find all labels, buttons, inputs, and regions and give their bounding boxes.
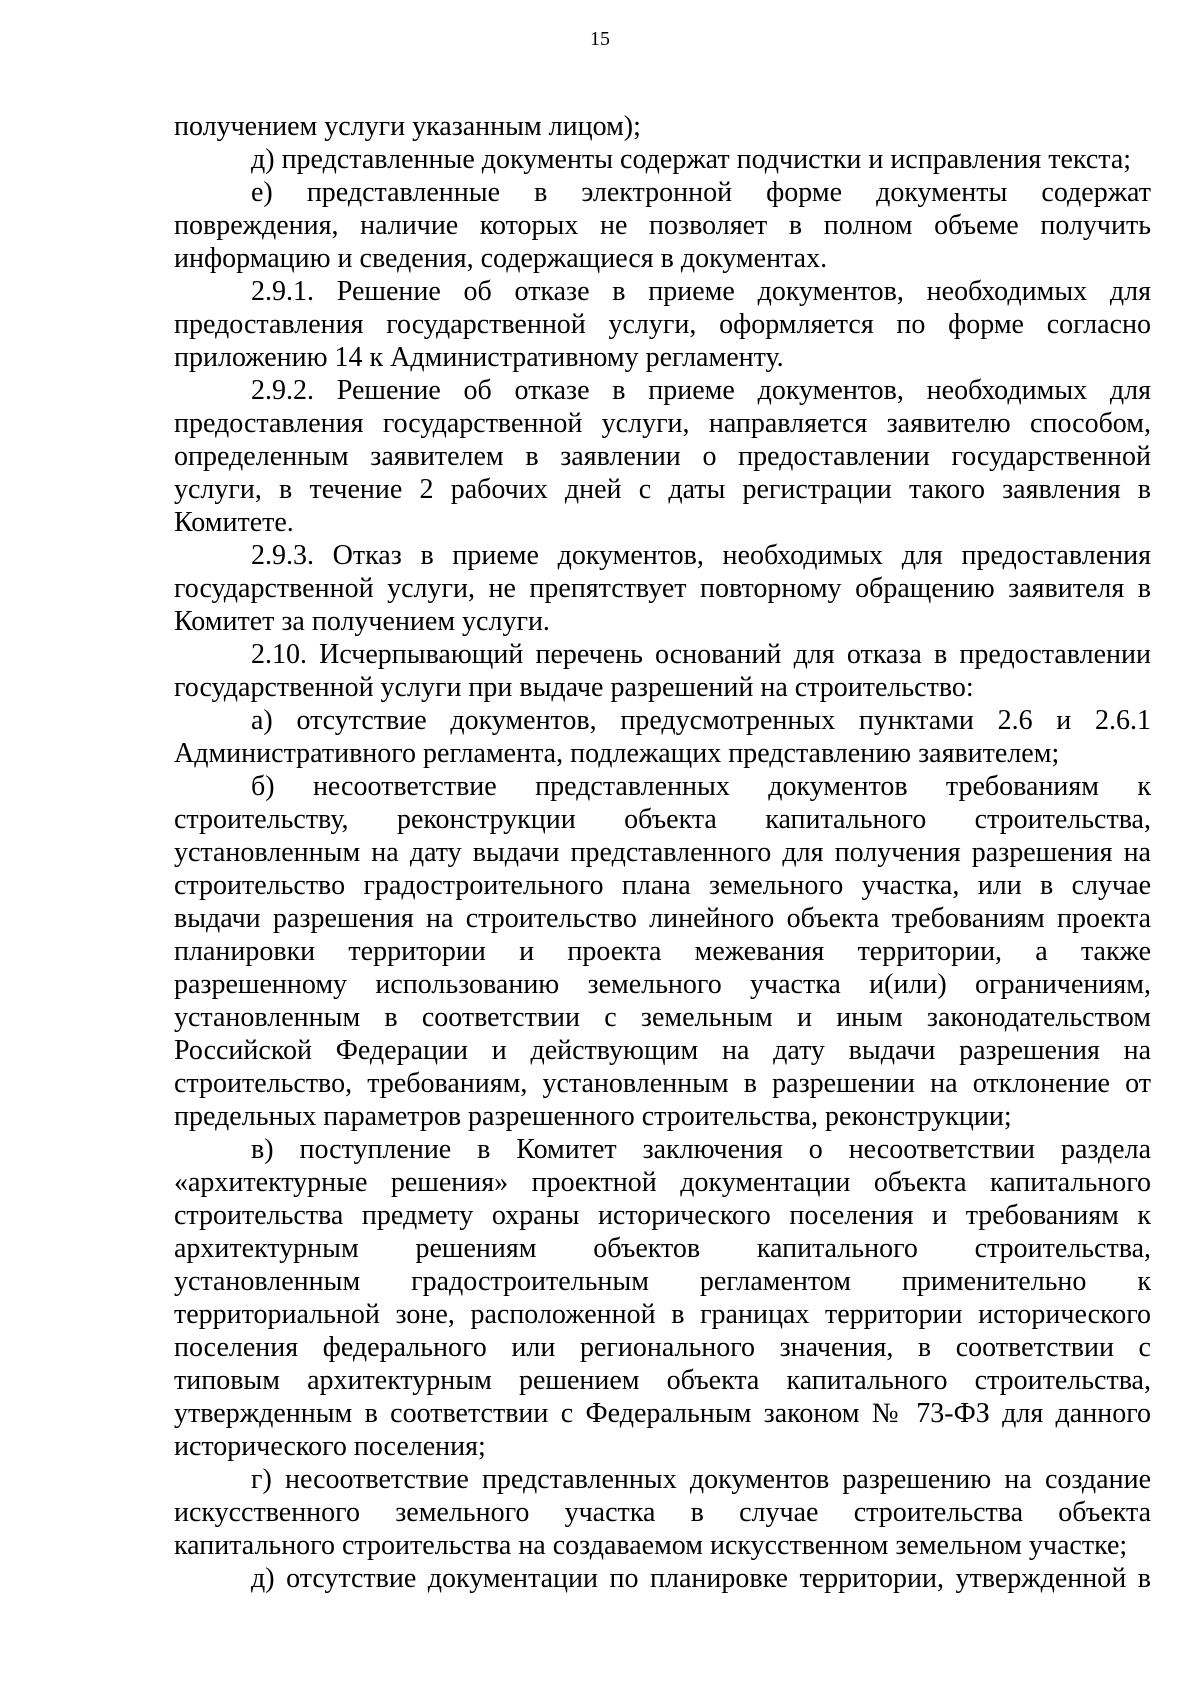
text-line: получением услуги указанным лицом); [174,111,641,142]
text-line: Российской Федерации и действующим на дату выдачи разрешения на [174,1035,1151,1066]
text-line: е) представленные в электронной форме документы содержат [251,177,1151,208]
text-line: г) несоответствие представленных документов разрешению на создание [251,1464,1151,1495]
text-line: повреждения, наличие которых не позволяет в полном объеме получить [174,210,1151,241]
text-line: определенным заявителем в заявлении о предоставлении государственной [174,441,1151,472]
text-line: 2.9.2. Решение об отказе в приеме документов, необходимых для [251,375,1151,406]
text-line: установленным в соответствии с земельным и иным законодательством [174,1002,1151,1033]
document-body [174,110,1151,1595]
text-line: искусственного земельного участка в случае строительства объекта [174,1497,1151,1528]
text-line: территориальной зоне, расположенной в границах территории исторического [174,1299,1151,1330]
text-line: 2.10. Исчерпывающий перечень оснований для отказа в предоставлении [251,639,1151,670]
text-line: Комитете. [174,507,294,538]
text-line: предельных параметров разрешенного строительства, реконструкции; [174,1101,1012,1132]
text-line: услуги, в течение 2 рабочих дней с даты регистрации такого заявления в [174,474,1151,505]
text-line: «архитектурные решения» проектной документации объекта капитального [174,1167,1151,1198]
text-line: д) отсутствие документации по планировке территории, утвержденной в [251,1563,1151,1594]
text-line: строительство, требованиям, установленным в разрешении на отклонение от [174,1068,1151,1099]
text-line: типовым архитектурным решением объекта капитального строительства, [174,1365,1151,1396]
text-line: строительство градостроительного плана земельного участка, или в случае [174,870,1151,901]
text-line: Административного регламента, подлежащих представлению заявителем; [174,738,1060,769]
text-line: государственной услуги, не препятствует повторному обращению заявителя в [174,573,1151,604]
text-line: д) представленные документы содержат подчистки и исправления текста; [251,144,1132,175]
text-line: государственной услуги при выдаче разрешений на строительство: [174,672,974,703]
text-line: информацию и сведения, содержащиеся в документах. [174,243,828,274]
text-line: строительства предмету охраны исторического поселения и требованиям к [174,1200,1151,1231]
text-line: разрешенному использованию земельного участка и(или) ограничениям, [174,969,1151,1000]
text-line: приложению 14 к Административному регламенту. [174,342,784,373]
text-line: в) поступление в Комитет заключения о несоответствии раздела [251,1134,1151,1165]
text-line: выдачи разрешения на строительство линейного объекта требованиям проекта [174,903,1151,934]
text-line: 2.9.1. Решение об отказе в приеме документов, необходимых для [251,276,1151,307]
text-line: установленным градостроительным регламентом применительно к [174,1266,1151,1297]
text-line: строительству, реконструкции объекта капитального строительства, [174,804,1151,835]
text-line: предоставления государственной услуги, оформляется по форме согласно [174,309,1151,340]
text-line: б) несоответствие представленных документов требованиям к [251,771,1151,802]
text-line: утвержденным в соответствии с Федеральным законом № 73-ФЗ для данного [174,1398,1151,1429]
text-line: а) отсутствие документов, предусмотренных пунктами 2.6 и 2.6.1 [251,705,1151,736]
text-line: капитального строительства на создаваемом искусственном земельном участке; [174,1530,1128,1561]
page-number: 15 [590,28,610,50]
text-line: исторического поселения; [174,1431,486,1462]
text-line: планировки территории и проекта межевания территории, а также [174,936,1151,967]
text-line: 2.9.3. Отказ в приеме документов, необходимых для предоставления [251,540,1151,571]
text-line: установленным на дату выдачи представленного для получения разрешения на [174,837,1151,868]
text-line: поселения федерального или регионального значения, в соответствии с [174,1332,1151,1363]
text-line: архитектурным решениям объектов капитального строительства, [174,1233,1151,1264]
text-line: предоставления государственной услуги, направляется заявителю способом, [174,408,1151,439]
text-line: Комитет за получением услуги. [174,606,550,637]
